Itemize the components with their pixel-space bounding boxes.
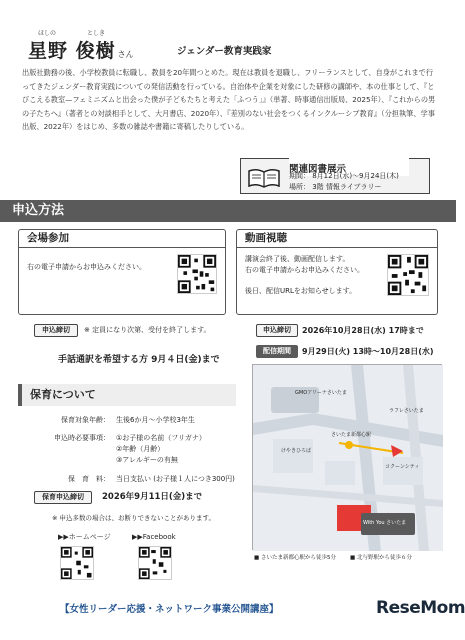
resemom-logo: ReseMom [376, 598, 465, 618]
venue-qr-code[interactable] [177, 254, 217, 294]
name-ruby-family: ほしの [38, 30, 57, 37]
childcare-label: 申込時必要事項： [54, 434, 110, 442]
speaker-honorific: さん [117, 50, 134, 59]
childcare-value: ①お子様の名前（フリガナ） [116, 434, 206, 442]
exhibit-title: 関連図書展示 [289, 164, 347, 175]
qr-code-icon [139, 547, 171, 579]
homepage-link[interactable]: ▶▶ホームページ [58, 533, 111, 541]
map-access-1: ■ さいたま新都心駅から徒歩5分 [254, 555, 336, 561]
childcare-deadline-text: 2026年9月11日(金)まで [102, 492, 203, 502]
facebook-link[interactable]: ▶▶Facebook [132, 533, 176, 541]
homepage-qr-code[interactable] [60, 546, 94, 580]
venue-apply-text: 右の電子申請からお申込みください。 [27, 263, 146, 271]
childcare-label: 保育対象年齢： [61, 416, 110, 424]
childcare-value: ②年齢（月齢） [116, 445, 165, 453]
venue-deadline-badge: 申込締切 [34, 324, 78, 337]
exhibit-period: 期間： 8月12日(水)～9月24日(木) [289, 172, 399, 180]
map-label: GMOアリーナさいたま [295, 390, 347, 396]
childcare-note: ※ 申込多数の場合は、お断りできないことがあります。 [52, 514, 215, 522]
facebook-qr-code[interactable] [138, 546, 172, 580]
venue-card [18, 229, 226, 315]
footer-program-title: 【女性リーダー応援・ネットワーク事業公開講座】 [60, 604, 279, 615]
speaker-bio: 出版社勤務の後、小学校教員に転職し、教員を20年間つとめた。現在は教員を退職し、フリーランスとして、自身がこれまで行ってきたジェンダー教育実践についての発信活動を行っている。自治体や企業を対象にした研修の講師や、本の仕事として、『とびこえる教室—フェミニズムと出会った僕が子どもたちと考えた「ふつう」』（単著、時事通信出版局、2025年）、『これからの男の子たちへ』（著者との対談相手として、大月書店、2020年）、『差別のない社会をつくるインクルーシブ教育』（分担執筆、学事出版、2022年）をはじめ、多数の雑誌や書籍に寄稿したりしている。 [22, 68, 436, 132]
speaker-name-row [28, 36, 134, 63]
map-venue-label: With You さいたま [363, 520, 407, 526]
childcare-title: 保育について [18, 384, 236, 406]
venue-deadline-text: ※ 定員になり次第、受付を終了します。 [84, 326, 211, 334]
access-map [252, 364, 442, 550]
map-label: さいたま新都心駅 [331, 432, 372, 438]
delivery-period-text: 9月29日(火) 13時～10月28日(水) [302, 347, 434, 356]
video-card-title: 動画視聴 [237, 230, 437, 248]
childcare-label: 保 育 料： [68, 475, 110, 483]
apply-section-title: 申込方法 [0, 200, 456, 222]
delivery-period-badge: 配信期間 [256, 345, 298, 358]
sign-language-deadline: 手話通訳を希望する方 9月４日(金)まで [58, 355, 220, 365]
speaker-role: ジェンダー教育実践家 [177, 46, 272, 57]
venue-card-title: 会場参加 [19, 230, 225, 248]
qr-code-icon [61, 547, 93, 579]
video-card [236, 229, 438, 315]
childcare-value: 当日支払い (お子様１人につき300円) [116, 475, 235, 483]
video-text-1: 講演会終了後、動画配信します。 [245, 255, 350, 263]
qr-code-icon [388, 255, 428, 295]
childcare-value: ③アレルギーの有無 [116, 456, 178, 464]
video-deadline-badge: 申込締切 [256, 324, 298, 337]
exhibit-place: 場所： 3階 情報ライブラリー [289, 183, 382, 191]
map-label: ラフレさいたま [389, 408, 424, 414]
childcare-deadline-badge: 保育申込締切 [34, 491, 92, 504]
childcare-value: 生後6か月～小学校3年生 [116, 416, 195, 424]
open-book-icon [247, 167, 281, 189]
map-label: コクーンシティ [385, 464, 420, 470]
video-text-3: 後日、配信URLをお知らせします。 [245, 287, 357, 295]
map-access-2: ■ 北与野駅から徒歩６分 [350, 555, 412, 561]
qr-code-icon [178, 255, 216, 293]
video-text-2: 右の電子申請からお申込みください。 [245, 266, 364, 274]
name-ruby-given: としき [87, 30, 106, 37]
video-deadline-text: 2026年10月28日(水) 17時まで [302, 326, 424, 335]
video-qr-code[interactable] [387, 254, 429, 296]
book-exhibit-box [240, 158, 430, 194]
speaker-name: 星野 俊樹 [28, 40, 116, 62]
map-label: けやきひろば [281, 448, 312, 454]
